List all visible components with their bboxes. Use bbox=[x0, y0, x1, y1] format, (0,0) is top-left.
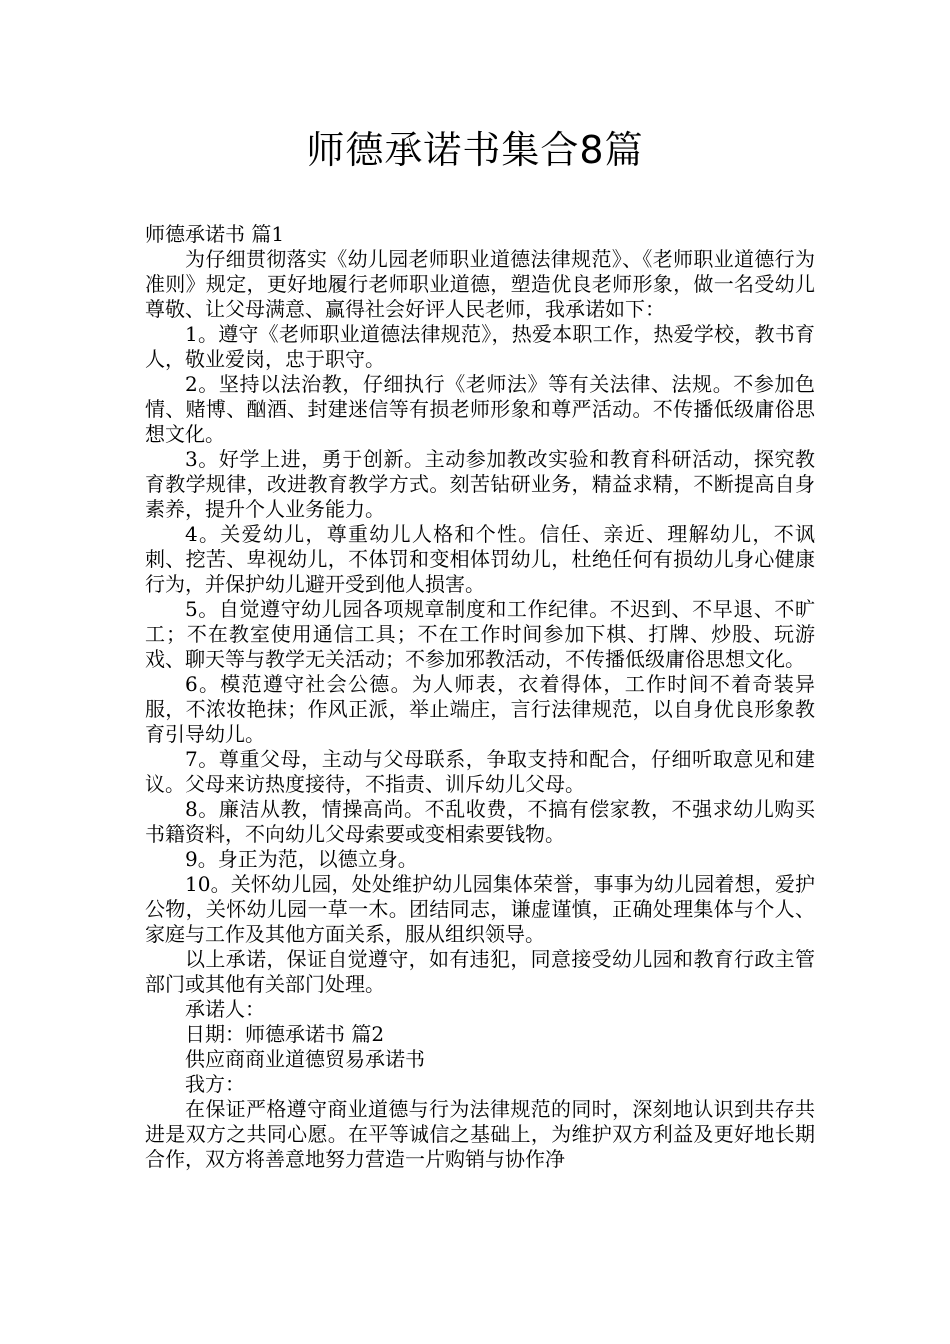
paragraph: 1。遵守《老师职业道德法律规范》，热爱本职工作，热爱学校，教书育人，敬业爱岗，忠于职守。 bbox=[145, 322, 815, 371]
paragraph: 日期：师德承诺书 篇2 bbox=[185, 1022, 385, 1046]
paragraph: 在保证严格遵守商业道德与行为法律规范的同时，深刻地认识到共存共进是双方之共同心愿。在平等诚信之基础上，为维护双方利益及更好地长期合作，双方将善意地努力营造一片购销与协作净 bbox=[145, 1097, 815, 1171]
paragraph: 供应商商业道德贸易承诺书 bbox=[185, 1047, 425, 1071]
paragraph: 10。关怀幼儿园，处处维护幼儿园集体荣誉，事事为幼儿园着想，爱护公物，关怀幼儿园一草一木。团结同志，谦虚谨慎，正确处理集体与个人、家庭与工作及其他方面关系，服从组织领导。 bbox=[145, 872, 815, 946]
paragraph: 9。身正为范，以德立身。 bbox=[185, 847, 418, 871]
paragraph: 承诺人： bbox=[185, 997, 265, 1021]
section-heading: 师德承诺书 篇1 bbox=[145, 222, 285, 246]
document-title: 师德承诺书集合8篇 bbox=[306, 128, 644, 172]
paragraph: 为仔细贯彻落实《幼儿园老师职业道德法律规范》、《老师职业道德行为准则》规定，更好地履行老师职业道德，塑造优良老师形象，做一名受幼儿尊敬、让父母满意、赢得社会好评人民老师，我承诺如下： bbox=[145, 247, 815, 321]
paragraph: 2。坚持以法治教，仔细执行《老师法》等有关法律、法规。不参加色情、赌博、酗酒、封建迷信等有损老师形象和尊严活动。不传播低级庸俗思想文化。 bbox=[145, 372, 815, 446]
paragraph: 以上承诺，保证自觉遵守，如有违犯，同意接受幼儿园和教育行政主管部门或其他有关部门处理。 bbox=[145, 947, 815, 996]
paragraph: 4。关爱幼儿，尊重幼儿人格和个性。信任、亲近、理解幼儿，不讽刺、挖苦、卑视幼儿，不体罚和变相体罚幼儿，杜绝任何有损幼儿身心健康行为，并保护幼儿避开受到他人损害。 bbox=[145, 522, 815, 596]
paragraph: 我方： bbox=[185, 1072, 245, 1096]
paragraph: 3。好学上进，勇于创新。主动参加教改实验和教育科研活动，探究教育教学规律，改进教育教学方式。刻苦钻研业务，精益求精，不断提高自身素养，提升个人业务能力。 bbox=[145, 447, 815, 521]
document-body bbox=[145, 222, 815, 1172]
paragraph: 7。尊重父母，主动与父母联系，争取支持和配合，仔细听取意见和建议。父母来访热度接待，不指责、训斥幼儿父母。 bbox=[145, 747, 815, 796]
paragraph: 5。自觉遵守幼儿园各项规章制度和工作纪律。不迟到、不早退、不旷工；不在教室使用通信工具；不在工作时间参加下棋、打牌、炒股、玩游戏、聊天等与教学无关活动；不参加邪教活动，不传播低级庸俗思想文化。 bbox=[145, 597, 815, 671]
paragraph: 8。廉洁从教，情操高尚。不乱收费，不搞有偿家教，不强求幼儿购买书籍资料，不向幼儿父母索要或变相索要钱物。 bbox=[145, 797, 815, 846]
paragraph: 6。模范遵守社会公德。为人师表，衣着得体，工作时间不着奇装异服，不浓妆艳抹；作风正派，举止端庄，言行法律规范，以自身优良形象教育引导幼儿。 bbox=[145, 672, 815, 746]
